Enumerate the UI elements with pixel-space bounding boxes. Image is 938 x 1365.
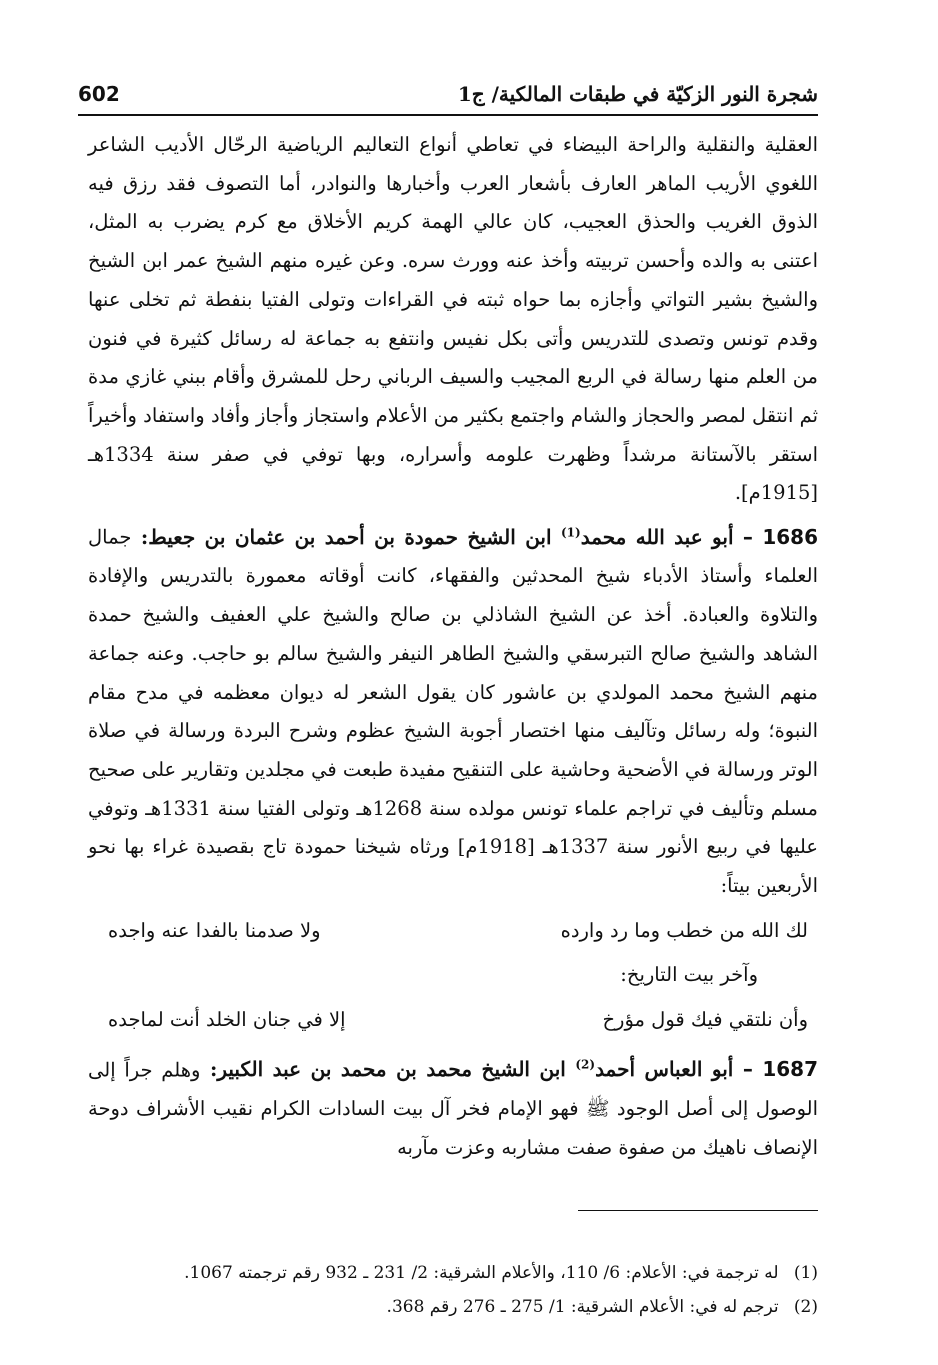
- entry-name: أبو عبد الله محمد: [580, 524, 734, 549]
- verse-hemistich-first: وأن نلتقي فيك قول مؤرخ: [602, 1008, 808, 1032]
- entry-1686: [88, 513, 818, 906]
- verse-intro-text: وآخر بيت التاريخ:: [620, 963, 758, 987]
- page-number: 602: [78, 82, 120, 106]
- footnote: [88, 1256, 818, 1290]
- intro-paragraph: العقلية والنقلية والراحة البيضاء في تعاطي أنواع التعاليم الرياضية الرحّال الأديب الشاعر اللغوي الأريب الماهر العارف بأشعار العرب وأخبارها والنوادر، أما التصوف فقد رزق فيه الذوق الغريب والحذق العجيب، كان عالي الهمة كريم الأخلاق مع كرم يضرب به المثل، اعتنى به والده وأحسن تربيته وأخذ عنه وورث سره. وعن غيره منهم الشيخ عمر ابن الشيخ والشيخ بشير التواتي وأجازه بما حواه ثبته في القراءات وتولى الفتيا بنفطة ثم تخلى عنها وقدم تونس وتصدى للتدريس وأتى بكل نفيس وانتفع به جماعة له رسائل كثيرة في فنون من العلم منها رسالة في الربع المجيب والسيف الرباني رحل للمشرق وأقام ببني غازي مدة ثم انتقل لمصر والحجاز والشام واجتمع بكثير من الأعلام واستجاز وأجاز وأفاد واستفاد وأخيراً استقر بالآستانة مرشداً وظهرت علومه وأسراره، وبها توفي في صفر سنة 1334هـ [1915م].: [88, 133, 818, 505]
- verse-hemistich-first: لك الله من خطب وما رد وارده: [560, 918, 808, 942]
- entry-name: أبو العباس أحمد: [595, 1057, 734, 1082]
- entry-body: وهلم جراً إلى الوصول إلى أصل الوجود ﷺ فهو الإمام فخر آل بيت السادات الكرام نقيب الأشراف دوحة الإنصاف ناهيك من صفوة صفت مشاربه وعزت مآربه: [88, 1058, 818, 1159]
- page-header: [78, 74, 818, 116]
- verse-line: [88, 1001, 818, 1040]
- entry-body: جمال العلماء وأستاذ الأدباء شيخ المحدثين والفقهاء، كانت أوقاته معمورة بالتدريس والإفادة والتلاوة والعبادة. أخذ عن الشيخ الشاذلي بن صالح والشيخ علي العفيف والشيخ حمدة الشاهد والشيخ صالح التبرسقي والشيخ الطاهر النيفر والشيخ سالم بو حاجب. وعنه جماعة منهم الشيخ محمد المولدي بن عاشور كان يقول الشعر له ديوان معظمه في مدح مقام النبوة؛ وله رسائل وتآليف منها اختصار أجوبة الشيخ عظوم وشرح البردة ورسالة في صلاة الوتر ورسالة في الأضحية وحاشية على التنقيح مفيدة طبعت في مجلدين وتقارير على صحيح مسلم وتأليف في تراجم علماء تونس مولده سنة 1268هـ وتولى الفتيا سنة 1331هـ وتوفي عليها في ربيع الأنور سنة 1337هـ [1918م] ورثاه شيخنا حمودة تاج بقصيدة غراء بها نحو الأربعين بيتاً:: [88, 525, 819, 898]
- footnote-number: (1): [793, 1263, 818, 1283]
- footnote-ref: (1): [560, 525, 581, 540]
- footnote-text: له ترجمة في: الأعلام: 6/ 110، والأعلام الشرقية: 2/ 231 ـ 932 رقم ترجمته 1067.: [184, 1263, 779, 1283]
- entry-lineage: ابن الشيخ حمودة بن أحمد بن عثمان بن جعيط:: [140, 524, 552, 549]
- footnote-number: (2): [793, 1297, 818, 1317]
- entry-1687: [88, 1046, 818, 1168]
- footnote: [88, 1290, 818, 1324]
- footnote-ref: (2): [575, 1057, 596, 1072]
- verse-hemistich-second: ولا صدمنا بالفدا عنه واجده: [108, 918, 321, 942]
- entry-heading: [131, 525, 818, 549]
- entry-heading: [200, 1057, 818, 1081]
- verse-line: [88, 912, 818, 951]
- running-title: شجرة النور الزكيّة في طبقات المالكية/ ج1: [457, 82, 818, 106]
- entry-lineage: ابن الشيخ محمد بن محمد بن عبد الكبير:: [209, 1057, 566, 1082]
- main-text: [88, 126, 818, 1168]
- footnote-divider: [578, 1210, 818, 1211]
- footnote-text: ترجم له في: الأعلام الشرقية: 1/ 275 ـ 276 رقم 368.: [386, 1297, 779, 1317]
- entry-number: 1687 –: [742, 1057, 819, 1082]
- entry-number: 1686 –: [742, 524, 818, 549]
- verse-hemistich-second: إلا في جنان الخلد أنت لماجده: [108, 1008, 346, 1032]
- footnotes: [88, 1256, 818, 1324]
